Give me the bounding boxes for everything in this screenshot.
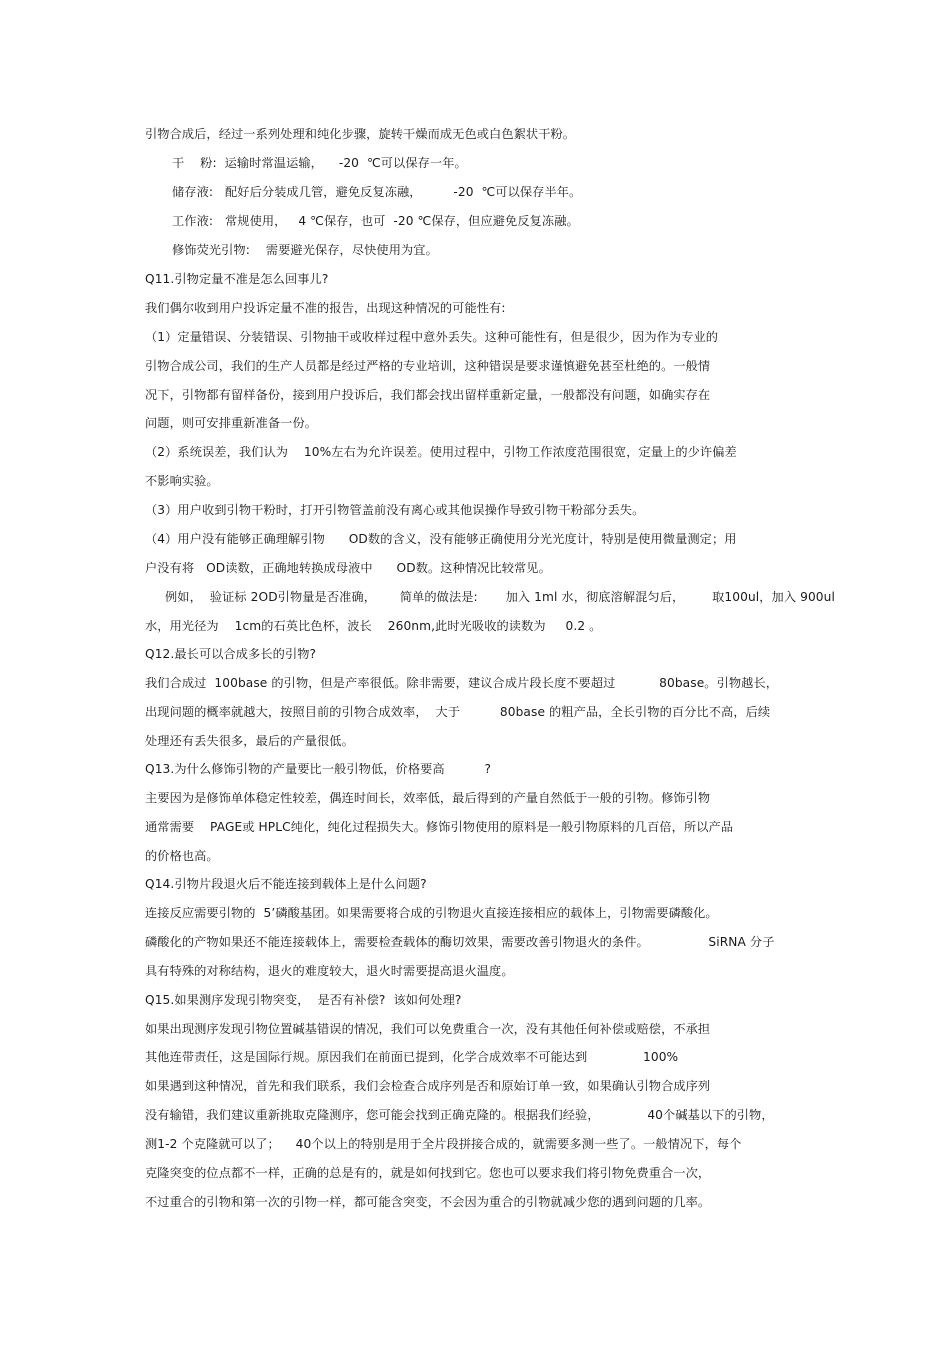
text-line: 水，用光径为 1cm的石英比色杯，波长 260nm,此时光吸收的读数为 0.2 。 xyxy=(145,619,602,633)
question-heading: Q14.引物片段退火后不能连接到载体上是什么问题? xyxy=(145,877,427,891)
question-heading: Q11.引物定量不准是怎么回事儿? xyxy=(145,272,329,286)
text-line: 我们偶尔收到用户投诉定量不准的报告，出现这种情况的可能性有: xyxy=(145,301,506,315)
text-line: 的价格也高。 xyxy=(145,849,219,863)
text-line: 如果遇到这种情况，首先和我们联系，我们会检查合成序列是否和原始订单一致，如果确认引物合成序列 xyxy=(145,1079,711,1093)
text-line: 如果出现测序发现引物位置碱基错误的情况，我们可以免费重合一次，没有其他任何补偿或赔偿，不承担 xyxy=(145,1022,711,1036)
text-line: （3）用户收到引物干粉时，打开引物管盖前没有离心或其他误操作导致引物干粉部分丢失。 xyxy=(145,503,645,517)
text-line: （1）定量错误、分装错误、引物抽干或收样过程中意外丢失。这种可能性有，但是很少，因为作为专业的 xyxy=(145,330,719,344)
text-line: 问题，则可安排重新准备一份。 xyxy=(145,416,318,430)
text-line: 储存液: 配好后分装成几管，避免反复冻融， -20 ℃可以保存半年。 xyxy=(172,185,582,199)
text-line: 磷酸化的产物如果还不能连接载体上，需要检查载体的酶切效果，需要改善引物退火的条件。 SiRNA 分子 xyxy=(145,935,775,949)
text-line: 克隆突变的位点都不一样，正确的总是有的，就是如何找到它。您也可以要求我们将引物免费重合一次， xyxy=(145,1166,711,1180)
text-line: 通常需要 PAGE或 HPLC纯化，纯化过程损失大。修饰引物使用的原料是一般引物原料的几百倍，所以产品 xyxy=(145,820,734,834)
text-line: 工作液: 常规使用， 4 ℃保存，也可 -20 ℃保存，但应避免反复冻融。 xyxy=(172,214,579,228)
text-line: 户没有将 OD读数，正确地转换成母液中 OD数。这种情况比较常见。 xyxy=(145,561,551,575)
text-line: 处理还有丢失很多，最后的产量很低。 xyxy=(145,734,354,748)
text-line: （4）用户没有能够正确理解引物 OD数的含义，没有能够正确使用分光光度计，特别是使用微量测定；用 xyxy=(145,532,737,546)
text-line: （2）系统误差，我们认为 10%左右为允许误差。使用过程中，引物工作浓度范围很宽，定量上的少许偏差 xyxy=(145,445,737,459)
text-line: 况下，引物都有留样备份，接到用户投诉后，我们都会找出留样重新定量，一般都没有问题，如确实存在 xyxy=(145,388,711,402)
text-line: 我们合成过 100base 的引物，但是产率很低。除非需要，建议合成片段长度不要超过 80base。引物越长， xyxy=(145,676,779,690)
text-line: 修饰荧光引物: 需要避光保存，尽快使用为宜。 xyxy=(172,243,438,257)
text-line: 具有特殊的对称结构，退火的难度较大，退火时需要提高退火温度。 xyxy=(145,964,514,978)
text-line: 测1-2 个克隆就可以了； 40个以上的特别是用于全片段拼接合成的，就需要多测一些了。一般情况下，每个 xyxy=(145,1137,742,1151)
text-line: 主要因为是修饰单体稳定性较差，偶连时间长，效率低，最后得到的产量自然低于一般的引物。修饰引物 xyxy=(145,791,711,805)
text-line: 引物合成后，经过一系列处理和纯化步骤，旋转干燥而成无色或白色絮状干粉。 xyxy=(145,127,576,141)
text-line: 连接反应需要引物的 5’磷酸基团。如果需要将合成的引物退火直接连接相应的载体上，引物需要磷酸化。 xyxy=(145,906,718,920)
text-line: 不过重合的引物和第一次的引物一样，都可能含突变，不会因为重合的引物就减少您的遇到问题的几率。 xyxy=(145,1195,711,1209)
question-heading: Q13.为什么修饰引物的产量要比一般引物低，价格要高 ? xyxy=(145,762,492,776)
text-line: 其他连带责任，这是国际行规。原因我们在前面已提到，化学合成效率不可能达到 100% xyxy=(145,1050,679,1064)
text-line: 没有输错，我们建议重新挑取克隆测序，您可能会找到正确克隆的。根据我们经验， 40个碱基以下的引物， xyxy=(145,1108,774,1122)
text-line: 引物合成公司，我们的生产人员都是经过严格的专业培训，这种错误是要求谨慎避免甚至杜绝的。一般情 xyxy=(145,359,711,373)
text-line: 干 粉: 运输时常温运输， -20 ℃可以保存一年。 xyxy=(172,156,467,170)
text-line: 例如， 验证标 2OD引物量是否准确， 简单的做法是: 加入 1ml 水，彻底溶解混匀后， 取100ul，加入 900ul xyxy=(165,590,835,604)
question-heading: Q12.最长可以合成多长的引物? xyxy=(145,647,317,661)
text-line: 不影响实验。 xyxy=(145,474,219,488)
text-line: 出现问题的概率就越大，按照目前的引物合成效率， 大于 80base 的粗产品，全长引物的百分比不高，后续 xyxy=(145,705,771,719)
question-heading: Q15.如果测序发现引物突变， 是否有补偿? 该如何处理? xyxy=(145,993,462,1007)
